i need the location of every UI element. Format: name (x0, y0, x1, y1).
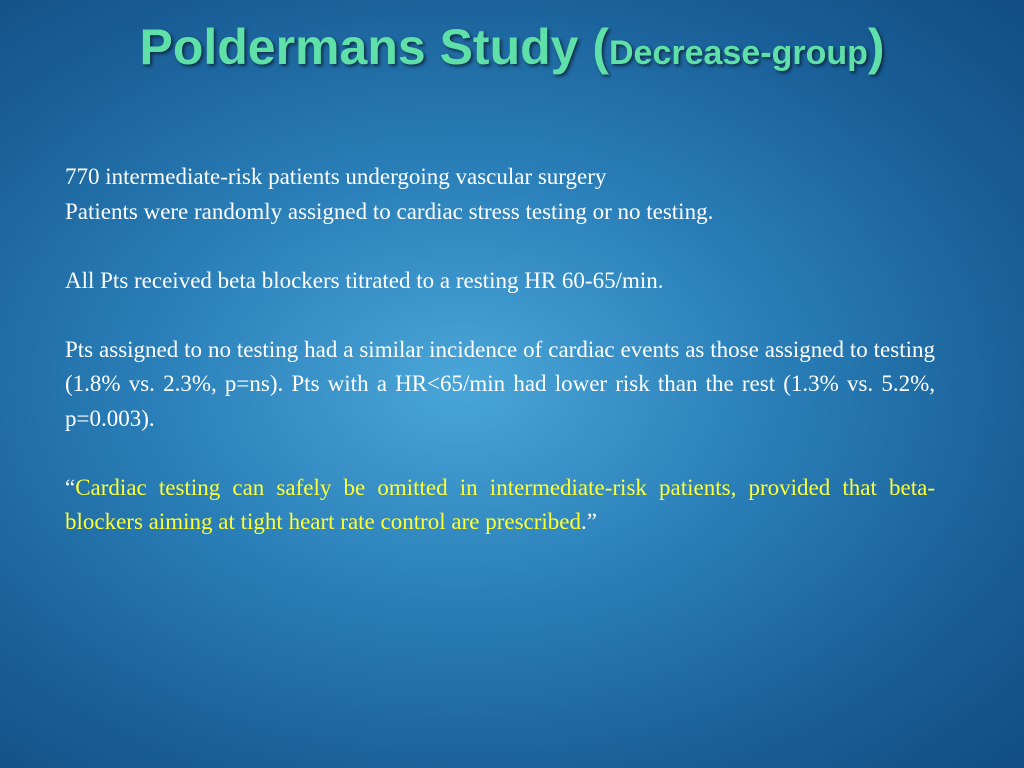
quote-text: Cardiac testing can safely be omitted in intermediate-risk patients, provided that beta-blockers aiming at tight heart rate control are prescribed (65, 474, 935, 534)
body-line-randomization: Patients were randomly assigned to cardiac stress testing or no testing. (65, 198, 714, 224)
spacer (65, 298, 935, 333)
slide-title (0, 8, 1024, 92)
body-line-patients: 770 intermediate-risk patients undergoing vascular surgery (65, 164, 607, 189)
body-line-beta-blockers: All Pts received beta blockers titrated to a resting HR 60-65/min. (65, 267, 664, 293)
title-subtitle: Decrease-group (609, 34, 868, 72)
title-close-paren: ) (867, 19, 885, 75)
quote-open-mark: “ (65, 474, 76, 500)
quote-close-mark: .” (581, 509, 597, 534)
conclusion-quote (65, 471, 935, 540)
slide-body (65, 160, 935, 540)
spacer (65, 229, 935, 264)
body-paragraph-results: Pts assigned to no testing had a similar incidence of cardiac events as those assigned to testing (1.8% vs. 2.3%, p=ns). Pts with a HR<65/min had lower risk than the rest (1.3% vs. 5.2%, p=0.003). (65, 336, 935, 431)
title-main: Poldermans Study ( (139, 19, 609, 75)
spacer (65, 436, 935, 471)
